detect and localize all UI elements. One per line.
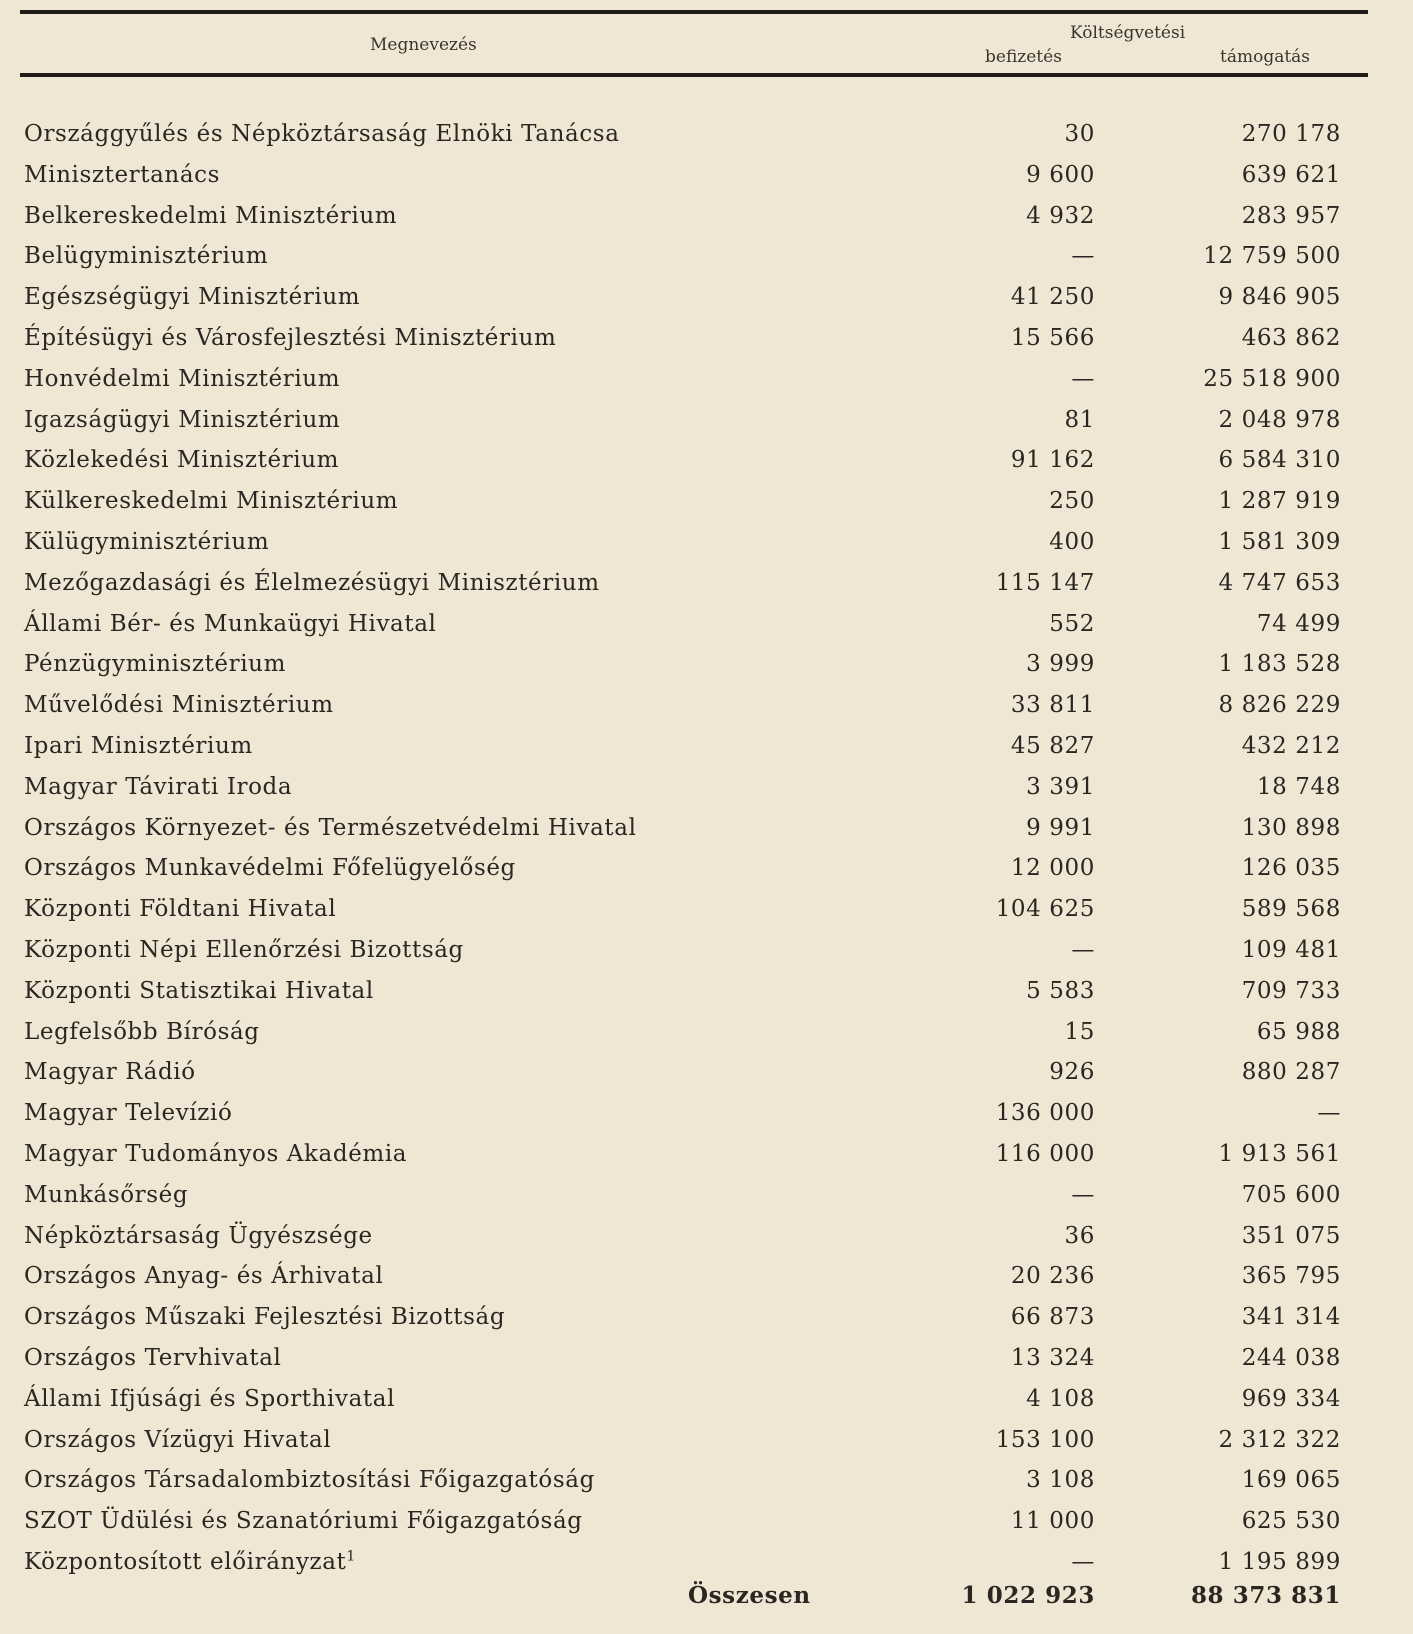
table-row (0, 441, 1413, 482)
row-tamogatas: 126 035 (1241, 855, 1341, 882)
row-name (24, 1100, 232, 1126)
table-row (0, 809, 1413, 850)
row-name (24, 407, 340, 433)
row-befizetes: 33 811 (1010, 692, 1095, 719)
table-row (0, 1421, 1413, 1462)
row-name (24, 325, 556, 351)
table-row (0, 156, 1413, 197)
row-name (24, 121, 620, 147)
row-name-text: Országos Környezet- és Természetvédelmi Hivatal (24, 814, 637, 841)
row-befizetes: 116 000 (995, 1140, 1095, 1167)
header-tamogatas: támogatás (1220, 47, 1311, 67)
row-name-text: Országos Társadalombiztosítási Főigazgatóság (24, 1467, 595, 1494)
row-name-text: Építésügyi és Városfejlesztési Minisztérium (24, 324, 557, 351)
row-befizetes: 400 (1049, 528, 1095, 555)
row-tamogatas: 169 065 (1241, 1467, 1341, 1494)
row-name-text: Országos Munkavédelmi Főfelügyelőség (24, 855, 516, 882)
header-befizetes: befizetés (985, 47, 1062, 67)
row-befizetes: 66 873 (1010, 1304, 1095, 1331)
row-name (24, 1059, 196, 1085)
table-row (0, 523, 1413, 564)
row-name (24, 896, 336, 922)
row-tamogatas: 74 499 (1256, 610, 1341, 637)
row-name (24, 692, 334, 718)
total-label: Összesen (688, 1582, 811, 1609)
row-name (24, 1141, 407, 1167)
row-name-text: Honvédelmi Minisztérium (24, 365, 341, 392)
row-befizetes: 11 000 (1010, 1508, 1095, 1535)
table-body (0, 115, 1413, 1584)
table-row (0, 727, 1413, 768)
table-row (0, 686, 1413, 727)
table-row (0, 890, 1413, 931)
row-name (24, 1019, 260, 1045)
row-name-text: Pénzügyminisztérium (24, 651, 286, 678)
table-row (0, 1094, 1413, 1135)
row-befizetes: 15 (1064, 1018, 1095, 1045)
table-row (0, 1339, 1413, 1380)
table-row (0, 1461, 1413, 1502)
row-name-text: Magyar Távirati Iroda (24, 773, 293, 800)
row-befizetes: 45 827 (1010, 732, 1095, 759)
row-name (24, 733, 253, 759)
row-tamogatas: 2 048 978 (1218, 406, 1341, 433)
row-tamogatas: 2 312 322 (1218, 1426, 1341, 1453)
table-row (0, 1053, 1413, 1094)
row-befizetes: — (1071, 936, 1095, 963)
row-name (24, 284, 360, 310)
table-row (0, 360, 1413, 401)
table-row (0, 1217, 1413, 1258)
row-befizetes: 81 (1064, 406, 1095, 433)
row-name (24, 1386, 395, 1412)
row-tamogatas: 1 195 899 (1218, 1548, 1341, 1575)
row-name (24, 243, 268, 269)
table-row (0, 237, 1413, 278)
row-befizetes: 20 236 (1010, 1263, 1095, 1290)
row-tamogatas: 1 287 919 (1218, 488, 1341, 515)
row-name-text: Művelődési Minisztérium (24, 692, 334, 719)
row-name-text: Belkereskedelmi Minisztérium (24, 202, 398, 229)
row-name-text: Központi Népi Ellenőrzési Bizottság (24, 936, 464, 963)
row-name (24, 1549, 356, 1575)
row-befizetes: 3 391 (1026, 773, 1095, 800)
row-name (24, 447, 339, 473)
row-befizetes: 91 162 (1010, 447, 1095, 474)
row-name (24, 978, 374, 1004)
row-name (24, 1263, 383, 1289)
row-tamogatas: 709 733 (1241, 977, 1341, 1004)
row-tamogatas: 8 826 229 (1218, 692, 1341, 719)
total-tamogatas: 88 373 831 (1190, 1582, 1341, 1609)
table-row (0, 278, 1413, 319)
top-rule (20, 10, 1368, 14)
row-name-text: Közlekedési Minisztérium (24, 447, 340, 474)
row-name-text: Népköztársaság Ügyészsége (24, 1222, 373, 1249)
row-name-text: Országgyűlés és Népköztársaság Elnöki Tanácsa (24, 121, 620, 147)
row-name-text: Külkereskedelmi Minisztérium (24, 488, 399, 515)
row-name (24, 162, 220, 188)
row-tamogatas: 639 621 (1241, 161, 1341, 188)
row-tamogatas: 109 481 (1241, 936, 1341, 963)
row-tamogatas: 25 518 900 (1203, 365, 1341, 392)
row-befizetes: 104 625 (995, 896, 1095, 923)
row-befizetes: 36 (1064, 1222, 1095, 1249)
row-name-text: Magyar Tudományos Akadémia (24, 1140, 408, 1167)
header-group-label: Költségvetési (1070, 23, 1186, 43)
row-tamogatas: — (1317, 1100, 1341, 1127)
row-name (24, 1182, 188, 1208)
row-name-text: SZOT Üdülési és Szanatóriumi Főigazgatóság (24, 1508, 583, 1535)
row-name-text: Legfelsőbb Bíróság (24, 1018, 260, 1045)
row-name-text: Igazságügyi Minisztérium (24, 406, 341, 433)
row-name (24, 1304, 505, 1330)
row-name-text: Mezőgazdasági és Élelmezésügyi Minisztérium (24, 569, 600, 596)
row-name-text: Országos Műszaki Fejlesztési Bizottság (24, 1304, 506, 1331)
row-befizetes: 552 (1049, 610, 1095, 637)
row-befizetes: 12 000 (1010, 855, 1095, 882)
table-row (0, 401, 1413, 442)
row-tamogatas: 880 287 (1241, 1059, 1341, 1086)
row-befizetes: — (1071, 365, 1095, 392)
row-name (24, 488, 398, 514)
row-befizetes: 4 108 (1026, 1385, 1095, 1412)
row-befizetes: 250 (1049, 488, 1095, 515)
row-name-text: Központi Statisztikai Hivatal (24, 977, 374, 1004)
row-name-text: Állami Bér- és Munkaügyi Hivatal (24, 610, 437, 637)
row-name-text: Munkásőrség (24, 1181, 189, 1208)
table-row (0, 1176, 1413, 1217)
row-name (24, 774, 292, 800)
row-tamogatas: 625 530 (1241, 1508, 1341, 1535)
row-name-text: Egészségügyi Minisztérium (24, 284, 361, 311)
row-tamogatas: 1 581 309 (1218, 528, 1341, 555)
row-name-text: Országos Anyag- és Árhivatal (24, 1263, 384, 1290)
row-name (24, 815, 637, 841)
header-name-column: Megnevezés (370, 35, 477, 55)
table-row (0, 564, 1413, 605)
table-row (0, 482, 1413, 523)
header-rule (20, 73, 1368, 77)
row-tamogatas: 6 584 310 (1218, 447, 1341, 474)
row-tamogatas: 4 747 653 (1218, 569, 1341, 596)
row-name (24, 855, 516, 881)
row-befizetes: — (1071, 1548, 1095, 1575)
total-befizetes: 1 022 923 (961, 1582, 1095, 1609)
row-name-text: Magyar Televízió (24, 1100, 233, 1127)
row-name (24, 1467, 595, 1493)
row-tamogatas: 432 212 (1241, 732, 1341, 759)
row-name-text: Országos Tervhivatal (24, 1344, 282, 1371)
row-name-text: Ipari Minisztérium (24, 732, 253, 759)
row-tamogatas: 705 600 (1241, 1181, 1341, 1208)
row-tamogatas: 12 759 500 (1203, 243, 1341, 270)
table-row (0, 1135, 1413, 1176)
row-name-text: Külügyminisztérium (24, 528, 270, 555)
row-name (24, 203, 397, 229)
table-row (0, 605, 1413, 646)
row-befizetes: 4 932 (1026, 202, 1095, 229)
row-name (24, 1345, 282, 1371)
row-befizetes: 153 100 (995, 1426, 1095, 1453)
row-tamogatas: 463 862 (1241, 324, 1341, 351)
row-befizetes: 9 600 (1026, 161, 1095, 188)
row-name-text: Belügyminisztérium (24, 243, 269, 270)
row-tamogatas: 365 795 (1241, 1263, 1341, 1290)
row-befizetes: 13 324 (1010, 1344, 1095, 1371)
row-befizetes: — (1071, 1181, 1095, 1208)
row-tamogatas: 1 183 528 (1218, 651, 1341, 678)
table-row (0, 197, 1413, 238)
row-name (24, 366, 340, 392)
row-tamogatas: 270 178 (1241, 121, 1341, 147)
table-row (0, 972, 1413, 1013)
total-row (0, 1576, 1413, 1616)
table-row (0, 115, 1413, 156)
row-befizetes: 115 147 (995, 569, 1095, 596)
row-tamogatas: 351 075 (1241, 1222, 1341, 1249)
row-befizetes: — (1071, 243, 1095, 270)
row-name-text: Országos Vízügyi Hivatal (24, 1426, 332, 1453)
row-tamogatas: 341 314 (1241, 1304, 1341, 1331)
row-name-text: Magyar Rádió (24, 1059, 196, 1086)
row-name-text: Állami Ifjúsági és Sporthivatal (24, 1385, 396, 1412)
table-row (0, 849, 1413, 890)
row-tamogatas: 969 334 (1241, 1385, 1341, 1412)
table-row (0, 645, 1413, 686)
row-name (24, 529, 269, 555)
table-row (0, 1298, 1413, 1339)
row-befizetes: 5 583 (1026, 977, 1095, 1004)
row-befizetes: 30 (1064, 121, 1095, 147)
row-tamogatas: 65 988 (1256, 1018, 1341, 1045)
table-row (0, 768, 1413, 809)
table-row (0, 319, 1413, 360)
row-befizetes: 9 991 (1026, 814, 1095, 841)
footnote-marker: 1 (346, 1548, 356, 1565)
row-befizetes: 3 999 (1026, 651, 1095, 678)
table-row (0, 1380, 1413, 1421)
row-befizetes: 136 000 (995, 1100, 1095, 1127)
row-tamogatas: 283 957 (1241, 202, 1341, 229)
row-name (24, 1223, 373, 1249)
row-name (24, 1508, 583, 1534)
table-row (0, 1502, 1413, 1543)
row-befizetes: 41 250 (1010, 284, 1095, 311)
row-name (24, 937, 464, 963)
row-name-text: Központi Földtani Hivatal (24, 896, 337, 923)
table-row (0, 1257, 1413, 1298)
row-tamogatas: 244 038 (1241, 1344, 1341, 1371)
row-befizetes: 3 108 (1026, 1467, 1095, 1494)
table-row (0, 931, 1413, 972)
row-name-text: Központosított előirányzat (24, 1548, 347, 1575)
row-befizetes: 926 (1049, 1059, 1095, 1086)
row-tamogatas: 1 913 561 (1218, 1140, 1341, 1167)
row-tamogatas: 18 748 (1256, 773, 1341, 800)
row-befizetes: 15 566 (1010, 324, 1095, 351)
row-name-text: Minisztertanács (24, 161, 221, 188)
row-name (24, 651, 286, 677)
row-tamogatas: 130 898 (1241, 814, 1341, 841)
row-name (24, 611, 436, 637)
row-tamogatas: 589 568 (1241, 896, 1341, 923)
row-name (24, 1427, 331, 1453)
table-row (0, 1013, 1413, 1054)
row-name (24, 570, 600, 596)
row-tamogatas: 9 846 905 (1218, 284, 1341, 311)
